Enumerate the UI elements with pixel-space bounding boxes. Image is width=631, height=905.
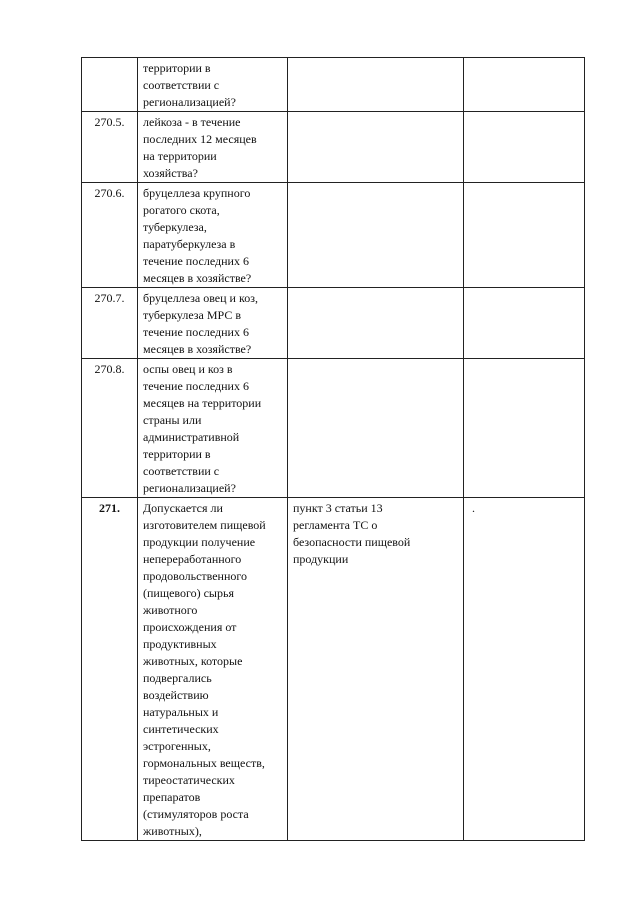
question-text-line: течение последних 6 <box>143 325 249 339</box>
question-text-line: животных, которые <box>143 654 243 668</box>
question-text-line: воздействию <box>143 688 209 702</box>
question-text-line: (стимуляторов роста <box>143 807 249 821</box>
reference-cell <box>288 112 464 183</box>
table-row <box>82 498 585 841</box>
question-text-line: на территории <box>143 149 217 163</box>
question-text-line: Допускается ли <box>143 501 223 515</box>
question-text-line: регионализацией? <box>143 95 236 109</box>
question-text-line: продукции получение <box>143 535 256 549</box>
question-text-line: оспы овец и коз в <box>143 362 233 376</box>
question-text-line: бруцеллеза крупного <box>143 186 251 200</box>
question-text-line: паратуберкулеза в <box>143 237 236 251</box>
question-text-line: подвергались <box>143 671 212 685</box>
reference-text-line: продукции <box>293 552 349 566</box>
table-body <box>82 58 585 841</box>
question-text-line: страны или <box>143 413 202 427</box>
question-cell <box>138 112 288 183</box>
question-text-line: происхождения от <box>143 620 237 634</box>
question-text-line: туберкулеза МРС в <box>143 308 242 322</box>
item-number-cell: 270.5. <box>82 112 138 183</box>
note-cell <box>464 359 585 498</box>
question-text-line: соответствии с <box>143 464 220 478</box>
question-text-line: туберкулеза, <box>143 220 207 234</box>
question-text-line: последних 12 месяцев <box>143 132 257 146</box>
reference-cell <box>288 183 464 288</box>
reference-text-line: пункт 3 статьи 13 <box>293 501 383 515</box>
question-text-line: продуктивных <box>143 637 217 651</box>
question-text-line: гормональных веществ, <box>143 756 265 770</box>
note-cell <box>464 183 585 288</box>
reference-cell <box>288 498 464 841</box>
question-text-line: хозяйства? <box>143 166 198 180</box>
question-text-line: синтетических <box>143 722 219 736</box>
note-cell <box>464 288 585 359</box>
table-row <box>82 112 585 183</box>
question-text-line: месяцев в хозяйстве? <box>143 271 252 285</box>
question-text-line: течение последних 6 <box>143 254 249 268</box>
question-text-line: территории в <box>143 447 211 461</box>
item-number-cell: 270.6. <box>82 183 138 288</box>
question-text-line: течение последних 6 <box>143 379 249 393</box>
item-number-cell: 271. <box>82 498 138 841</box>
checklist-table <box>81 57 585 841</box>
question-text-line: животных), <box>143 824 202 838</box>
question-text-line: лейкоза - в течение <box>143 115 241 129</box>
question-text-line: территории в <box>143 61 211 75</box>
note-cell: . <box>464 498 585 841</box>
question-text-line: препаратов <box>143 790 201 804</box>
question-text-line: изготовителем пищевой <box>143 518 266 532</box>
item-number-cell: 270.8. <box>82 359 138 498</box>
table-row <box>82 288 585 359</box>
note-cell <box>464 58 585 112</box>
question-cell <box>138 498 288 841</box>
question-cell <box>138 58 288 112</box>
question-cell <box>138 288 288 359</box>
note-cell <box>464 112 585 183</box>
question-text-line: регионализацией? <box>143 481 236 495</box>
question-text-line: (пищевого) сырья <box>143 586 234 600</box>
item-number-cell: 270.7. <box>82 288 138 359</box>
question-text-line: натуральных и <box>143 705 219 719</box>
table-row <box>82 183 585 288</box>
question-text-line: соответствии с <box>143 78 220 92</box>
question-cell <box>138 359 288 498</box>
reference-cell <box>288 58 464 112</box>
question-text-line: бруцеллеза овец и коз, <box>143 291 258 305</box>
question-text-line: эстрогенных, <box>143 739 211 753</box>
table-row <box>82 58 585 112</box>
item-number-cell <box>82 58 138 112</box>
question-text-line: непереработанного <box>143 552 242 566</box>
table-row <box>82 359 585 498</box>
reference-text-line: регламента ТС о <box>293 518 378 532</box>
reference-cell <box>288 359 464 498</box>
question-text-line: административной <box>143 430 240 444</box>
question-text-line: месяцев в хозяйстве? <box>143 342 252 356</box>
question-text-line: рогатого скота, <box>143 203 220 217</box>
question-text-line: животного <box>143 603 198 617</box>
question-text-line: месяцев на территории <box>143 396 262 410</box>
question-text-line: продовольственного <box>143 569 248 583</box>
reference-text-line: безопасности пищевой <box>293 535 411 549</box>
checklist-table-wrapper <box>81 57 584 841</box>
question-cell <box>138 183 288 288</box>
question-text-line: тиреостатических <box>143 773 235 787</box>
reference-cell <box>288 288 464 359</box>
